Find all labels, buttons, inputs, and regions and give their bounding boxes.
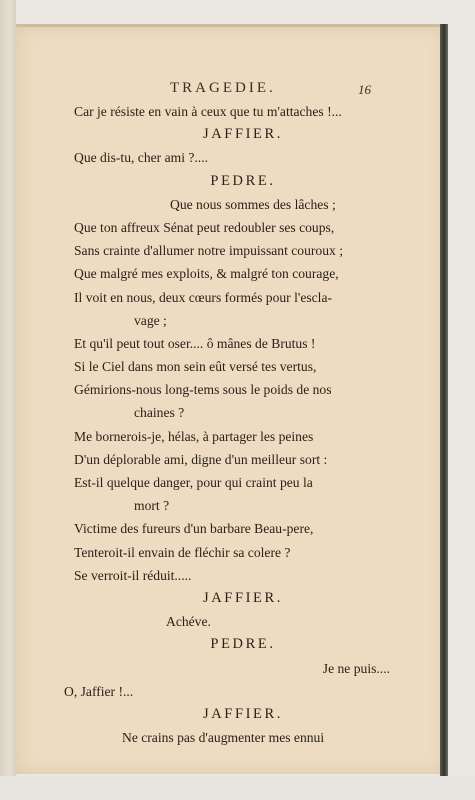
verse-line: Se verroit-il réduit..... [74,567,192,583]
verse-line: Ne crains pas d'augmenter mes ennui [122,730,325,746]
verse-line: Achéve. [166,614,211,630]
verse-line: Que dis-tu, cher ami ?.... [74,150,209,166]
running-head: TRAGEDIE. [170,80,276,96]
speaker-name: PEDRE. [210,172,276,189]
verse-line: Il voit en nous, deux cœurs formés pour l'escla- [74,289,333,305]
verse-line: Car je résiste en vain à ceux que tu m'attaches !... [74,104,342,119]
page-header [62,80,382,100]
verse-line: Me bornerois-je, hélas, à partager les peines [74,428,314,444]
book-spine [0,0,16,800]
play-text [64,100,404,749]
verse-line: Est-il quelque danger, pour qui craint peu la [74,475,313,490]
speaker-name: JAFFIER. [202,126,284,143]
speaker-name: JAFFIER. [202,589,284,606]
scan-bottom-margin [0,776,475,800]
verse-line: Si le Ciel dans mon sein eût versé tes vertus, [74,359,317,375]
verse-line: Tenteroit-il envain de fléchir sa colere ? [74,544,291,560]
verse-line: Je ne puis.... [322,660,390,676]
verse-line: Victime des fureurs d'un barbare Beau-pere, [74,521,314,537]
verse-continuation: chaines ? [134,405,185,421]
verse-line: Et qu'il peut tout oser.... ô mânes de Brutus ! [74,335,316,351]
verse-line: Que nous sommes des lâches ; [170,196,336,212]
verse-line: D'un déplorable ami, digne d'un meilleur sort : [74,451,328,467]
verse-line: Que malgré mes exploits, & malgré ton courage, [74,266,339,282]
page-top-edge [16,24,446,27]
verse-line: Sans crainte d'allumer notre impuissant couroux ; [74,243,343,259]
speaker-name: PEDRE. [210,636,276,653]
page-number: 16 [358,82,371,97]
speaker-name: JAFFIER. [202,705,284,722]
verse-line: Que ton affreux Sénat peut redoubler ses coups, [74,219,335,235]
page-right-edge [440,24,448,776]
verse-continuation: vage ; [134,312,167,328]
verse-continuation: mort ? [134,498,170,514]
verse-line: Gémirions-nous long-tems sous le poids de nos [74,382,332,398]
verse-line: O, Jaffier !... [64,683,134,699]
